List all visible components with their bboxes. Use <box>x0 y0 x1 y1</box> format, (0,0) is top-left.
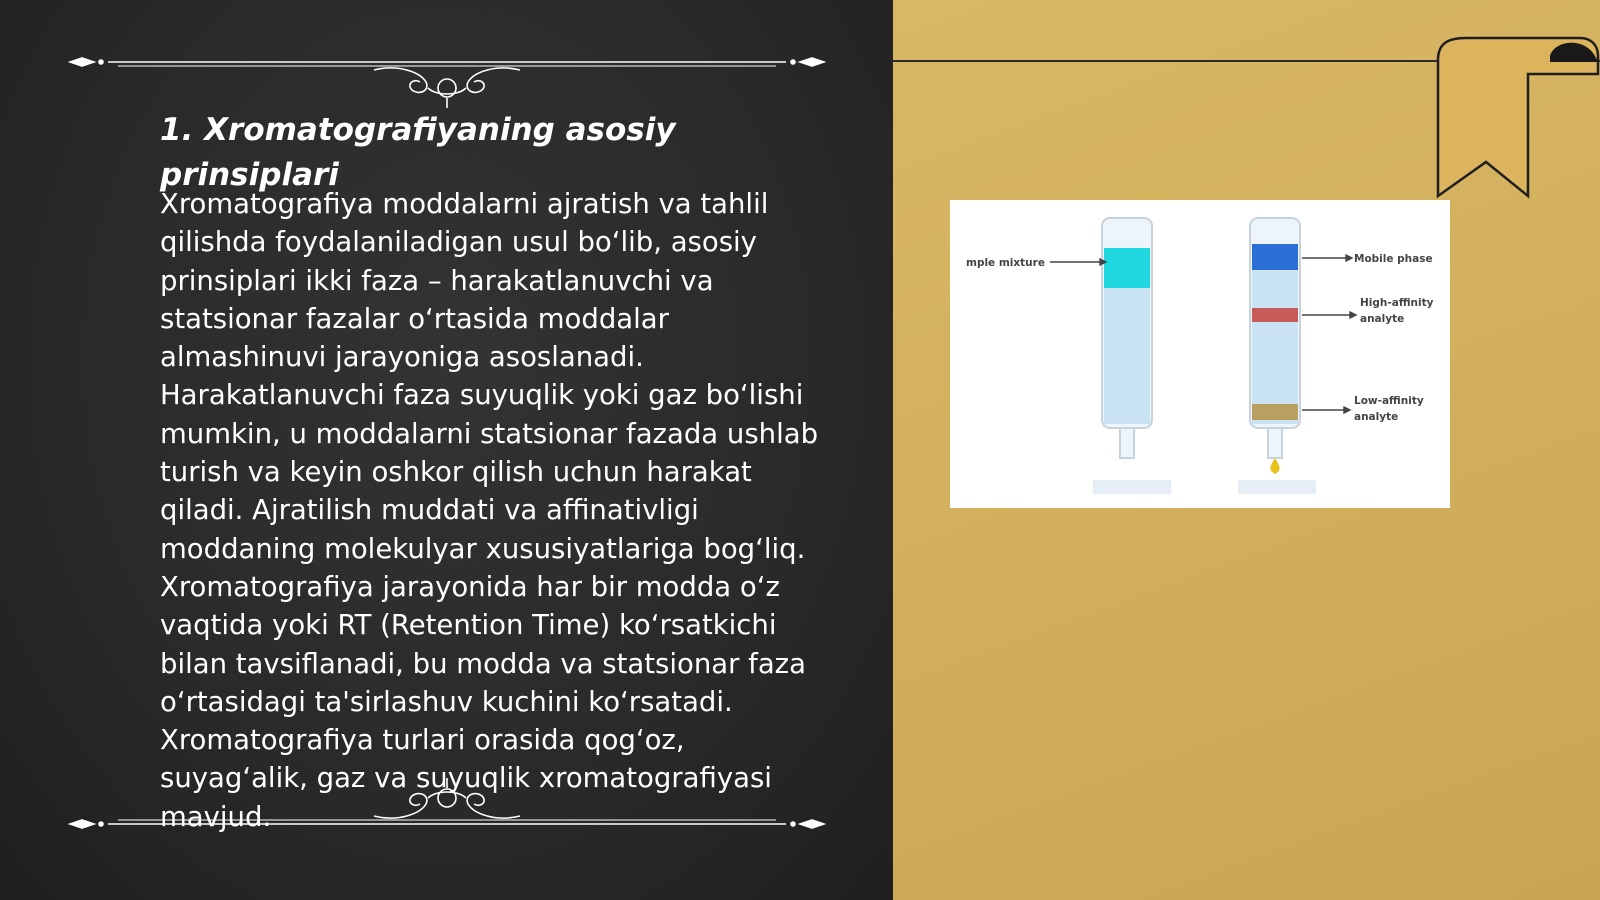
slide-title: 1. Xromatografiyaning asosiy prinsiplari <box>160 112 676 193</box>
label-mobile-phase: Mobile phase <box>1354 253 1433 265</box>
label-sample-mixture: mple mixture <box>966 257 1045 269</box>
label-low-affinity-1: Low-affinity <box>1354 395 1424 407</box>
high-affinity-band <box>1252 308 1298 322</box>
bookmark-ribbon-decoration <box>1430 34 1600 200</box>
slide-body-text: Xromatografiya moddalarni ajratish va tahlil qilishda foydalaniladigan usul bo‘lib, asosiy prinsiplari ikki faza – harakatlanuvchi va statsionar fazalar o‘rtasida moddalar almashinuvi jarayoniga asoslanadi. Harakatlanuvchi faza suyuqlik yoki gaz bo‘lishi mumkin, u moddalarni statsionar fazada ushlab turish va keyin oshkor qilish uchun harakat qiladi. Ajratilish muddati va affinativligi moddaning molekulyar xususiyatlariga bog‘liq. Xromatografiya jarayonida har bir modda o‘z vaqtida yoki RT (Retention Time) ko‘rsatkichi bilan tavsiflanadi, bu modda va statsionar faza o‘rtasidagi ta'sirlashuv kuchini ko‘rsatadi. Xromatografiya turlari orasida qog‘oz, suyag‘alik, gaz va suyuqlik xromatografiyasi mavjud. <box>160 188 819 833</box>
right-column-liquid <box>1252 270 1298 424</box>
right-collection-dish <box>1238 480 1316 494</box>
low-affinity-band <box>1252 404 1298 420</box>
left-collection-dish <box>1093 480 1171 494</box>
label-high-affinity-2: analyte <box>1360 313 1405 325</box>
bottom-ornament-divider <box>68 778 826 838</box>
chromatography-column-figure <box>950 200 1450 508</box>
left-column-liquid <box>1104 288 1150 424</box>
mobile-phase-band <box>1252 244 1298 270</box>
top-ornament-divider <box>68 48 826 108</box>
right-column <box>1238 218 1316 494</box>
label-high-affinity-1: High-affinity <box>1360 297 1434 309</box>
sample-band <box>1104 248 1150 288</box>
left-column <box>1093 218 1171 494</box>
eluting-drop <box>1270 458 1279 474</box>
label-low-affinity-2: analyte <box>1354 411 1399 423</box>
